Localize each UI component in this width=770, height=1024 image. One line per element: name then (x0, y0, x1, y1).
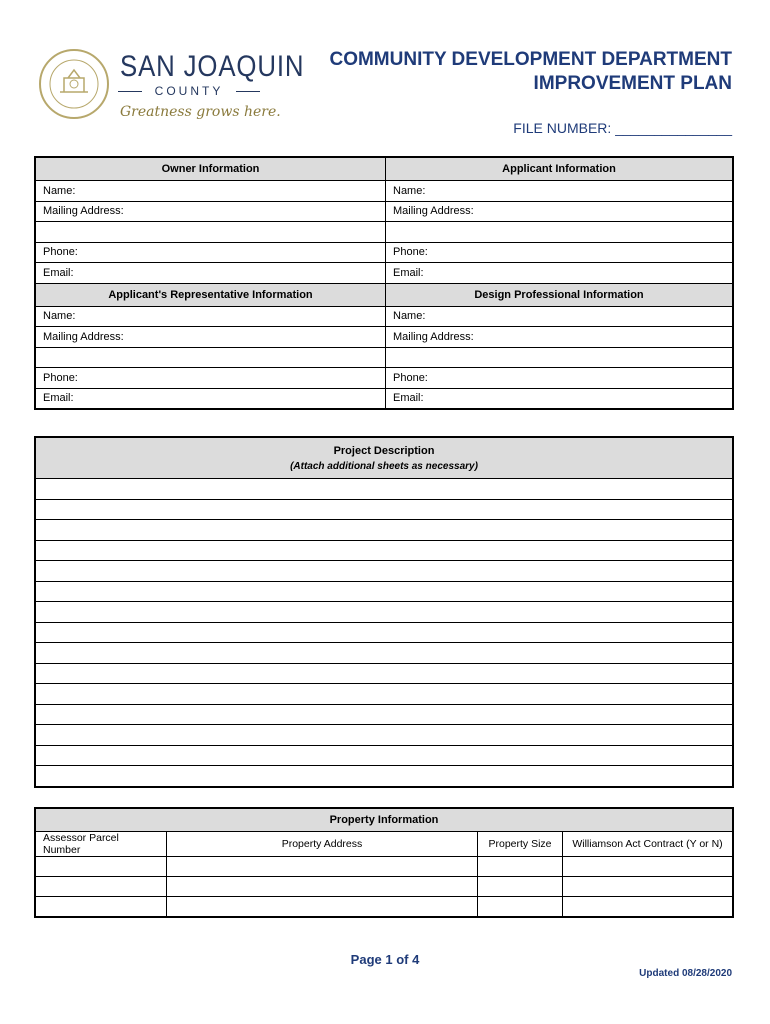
owner-info-header: Owner Information (36, 158, 386, 181)
property-size-field[interactable] (478, 877, 563, 897)
project-description-line[interactable] (36, 479, 733, 500)
file-number-field[interactable]: FILE NUMBER: _______________ (513, 120, 732, 136)
representative-mailing-address-field[interactable]: Mailing Address: (36, 327, 386, 348)
williamson-act-field[interactable] (563, 897, 733, 917)
applicant-mailing-address-line2[interactable] (386, 222, 733, 243)
property-address-field[interactable] (167, 877, 478, 897)
logo-wordmark: SAN JOAQUIN (120, 50, 305, 83)
apn-field[interactable] (36, 877, 167, 897)
property-size-field[interactable] (478, 857, 563, 877)
williamson-act-field[interactable] (563, 877, 733, 897)
project-description-line[interactable] (36, 561, 733, 582)
project-description-line[interactable] (36, 725, 733, 746)
owner-email-field[interactable]: Email: (36, 263, 386, 284)
applicant-info-header: Applicant Information (386, 158, 733, 181)
project-description-line[interactable] (36, 766, 733, 787)
representative-phone-field[interactable]: Phone: (36, 368, 386, 389)
apn-field[interactable] (36, 897, 167, 917)
applicant-phone-field[interactable]: Phone: (386, 242, 733, 263)
design-professional-email-field[interactable]: Email: (386, 388, 733, 409)
project-description-line[interactable] (36, 643, 733, 664)
project-description-line[interactable] (36, 745, 733, 766)
project-description-line[interactable] (36, 684, 733, 705)
logo-tagline: Greatness grows here. (120, 104, 281, 120)
project-description-header (36, 438, 733, 479)
updated-date: Updated 08/28/2020 (639, 968, 732, 979)
project-description-table (35, 437, 733, 787)
document-title (329, 48, 732, 96)
project-description-line[interactable] (36, 540, 733, 561)
owner-phone-field[interactable]: Phone: (36, 242, 386, 263)
title-line-1: COMMUNITY DEVELOPMENT DEPARTMENT (329, 49, 732, 70)
apn-field[interactable] (36, 857, 167, 877)
applicant-name-field[interactable]: Name: (386, 181, 733, 202)
representative-info-header: Applicant's Representative Information (36, 283, 386, 306)
property-address-field[interactable] (167, 857, 478, 877)
design-professional-info-header: Design Professional Information (386, 283, 733, 306)
page-number: Page 1 of 4 (350, 952, 420, 967)
project-description-line[interactable] (36, 663, 733, 684)
representative-email-field[interactable]: Email: (36, 388, 386, 409)
property-info-header: Property Information (36, 809, 733, 832)
design-professional-mailing-address-field[interactable]: Mailing Address: (386, 327, 733, 348)
representative-mailing-address-line2[interactable] (36, 347, 386, 368)
owner-mailing-address-field[interactable]: Mailing Address: (36, 201, 386, 222)
project-description-title: Project Description (333, 445, 435, 457)
col-header-williamson-act: Williamson Act Contract (Y or N) (563, 832, 733, 857)
owner-mailing-address-line2[interactable] (36, 222, 386, 243)
representative-name-field[interactable]: Name: (36, 306, 386, 327)
project-description-line[interactable] (36, 520, 733, 541)
logo-county-text: COUNTY (118, 83, 260, 99)
project-description-line[interactable] (36, 622, 733, 643)
owner-name-field[interactable]: Name: (36, 181, 386, 202)
project-description-line[interactable] (36, 499, 733, 520)
property-information-table (35, 808, 733, 917)
col-header-property-address: Property Address (167, 832, 478, 857)
title-line-2: IMPROVEMENT PLAN (533, 73, 732, 94)
project-description-line[interactable] (36, 581, 733, 602)
contact-information-table (35, 157, 733, 409)
applicant-email-field[interactable]: Email: (386, 263, 733, 284)
project-description-note: (Attach additional sheets as necessary) (290, 461, 478, 472)
williamson-act-field[interactable] (563, 857, 733, 877)
county-seal-logo (38, 48, 110, 120)
property-size-field[interactable] (478, 897, 563, 917)
design-professional-phone-field[interactable]: Phone: (386, 368, 733, 389)
project-description-line[interactable] (36, 704, 733, 725)
col-header-apn: Assessor Parcel Number (36, 832, 167, 857)
design-professional-name-field[interactable]: Name: (386, 306, 733, 327)
applicant-mailing-address-field[interactable]: Mailing Address: (386, 201, 733, 222)
property-address-field[interactable] (167, 897, 478, 917)
project-description-line[interactable] (36, 602, 733, 623)
col-header-property-size: Property Size (478, 832, 563, 857)
design-professional-mailing-address-line2[interactable] (386, 347, 733, 368)
